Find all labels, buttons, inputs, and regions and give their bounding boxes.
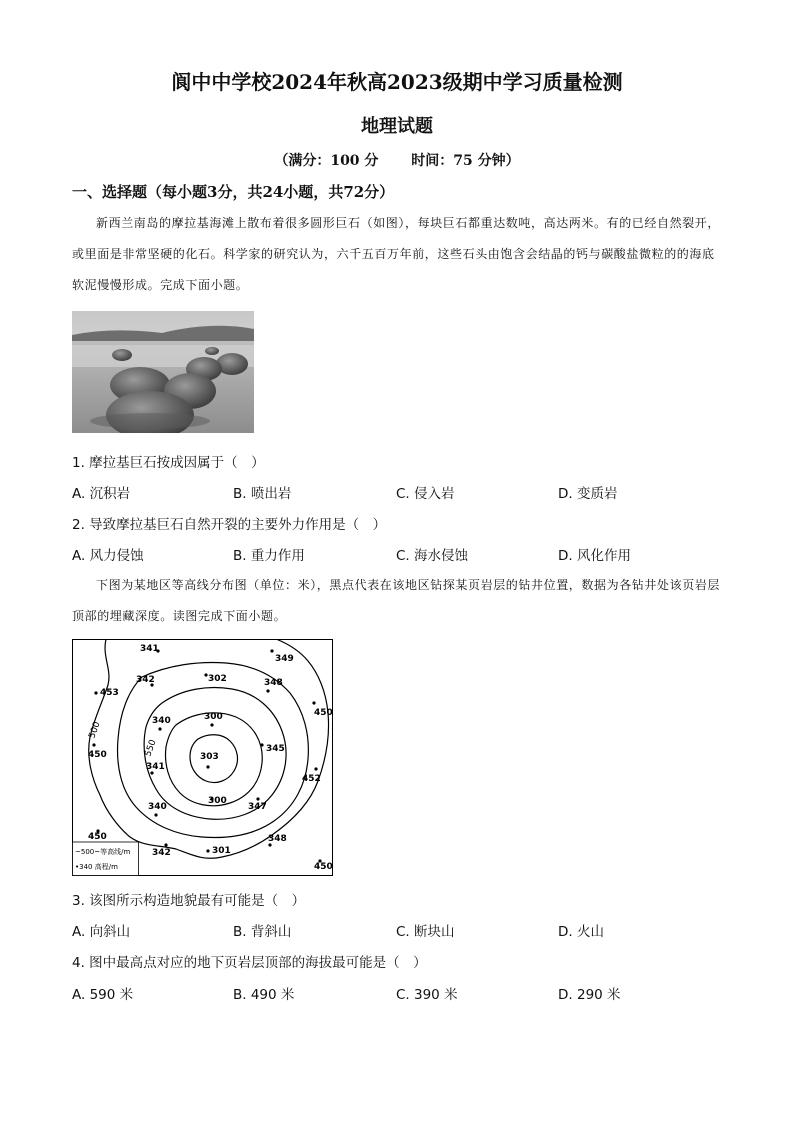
point-label: 303 [200,752,219,762]
q1-option-b[interactable]: B. 喷出岩 [233,486,292,502]
question-4-stem: 4. 图中最高点对应的地下页岩层顶部的海拔最可能是（ ） [72,955,427,971]
legend-elevation: •340 高程/m [75,863,118,871]
question-3-stem: 3. 该图所示构造地貌最有可能是（ ） [72,893,306,909]
q4-option-a[interactable]: A. 590 米 [72,987,134,1003]
contour-label-500: 500 [87,720,103,741]
q3-option-c[interactable]: C. 断块山 [396,924,455,940]
question-4-options [72,983,722,1003]
point-label: 450 [88,750,107,760]
q4-option-d[interactable]: D. 290 米 [558,987,621,1003]
q1-option-c[interactable]: C. 侵入岩 [396,486,455,502]
section-heading: 一、选择题（每小题3分，共24小题，共72分） [72,183,395,201]
question-3-options [72,920,722,940]
point-label: 345 [266,744,285,754]
q4-option-c[interactable]: C. 390 米 [396,987,458,1003]
exam-meta: （满分：100 分 时间：75 分钟） [274,153,520,169]
point-label: 450 [314,862,333,872]
point-label: 340 [148,802,167,812]
point-label: 347 [248,802,267,812]
point-label: 340 [152,716,171,726]
legend-contour: ~500~等高线/m [75,848,131,856]
q4-option-b[interactable]: B. 490 米 [233,987,295,1003]
point-label: 450 [88,832,107,842]
contour-map [72,639,333,876]
passage-2: 下图为某地区等高线分布图（单位：米），黑点代表在该地区钻探某页岩层的钻井位置，数据为各钻井处该页岩层顶部的埋藏深度。读图完成下面小题。 [72,578,721,623]
point-label: 301 [212,846,231,856]
point-label: 342 [136,675,155,685]
contour-label-550: 550 [143,738,159,759]
q1-option-d[interactable]: D. 变质岩 [558,486,618,502]
q2-option-b[interactable]: B. 重力作用 [233,548,305,564]
question-1-stem: 1. 摩拉基巨石按成因属于（ ） [72,455,265,471]
point-label: 302 [208,674,227,684]
question-1-options [72,482,722,502]
q3-option-d[interactable]: D. 火山 [558,924,604,940]
point-label: 348 [264,678,283,688]
question-2-stem: 2. 导致摩拉基巨石自然开裂的主要外力作用是（ ） [72,517,387,533]
point-label: 341 [146,762,165,772]
point-label: 341 [140,644,159,654]
q3-option-a[interactable]: A. 向斜山 [72,924,131,940]
q1-option-a[interactable]: A. 沉积岩 [72,486,131,502]
q2-option-d[interactable]: D. 风化作用 [558,548,631,564]
point-label: 342 [152,848,171,858]
boulders-photo [72,311,254,433]
point-label: 452 [302,774,321,784]
passage-1: 新西兰南岛的摩拉基海滩上散布着很多圆形巨石（如图），每块巨石都重达数吨，高达两米。有的已经自然裂开，或里面是非常坚硬的化石。科学家的研究认为，六千五百万年前，这些石头由饱含会结晶的钙与碳酸盐微粒的的海底软泥慢慢形成。完成下面小题。 [72,216,721,292]
point-label: 300 [208,796,227,806]
map-legend [73,842,139,876]
point-label: 453 [100,688,119,698]
q2-option-a[interactable]: A. 风力侵蚀 [72,548,144,564]
q3-option-b[interactable]: B. 背斜山 [233,924,292,940]
point-label: 450 [314,708,333,718]
question-2-options [72,544,722,564]
q2-option-c[interactable]: C. 海水侵蚀 [396,548,469,564]
exam-title: 阆中中学校2024年秋高2023级期中学习质量检测 [171,70,623,94]
point-label: 349 [275,654,294,664]
point-label: 348 [268,834,287,844]
subject-title: 地理试题 [361,116,433,137]
point-label: 300 [204,712,223,722]
